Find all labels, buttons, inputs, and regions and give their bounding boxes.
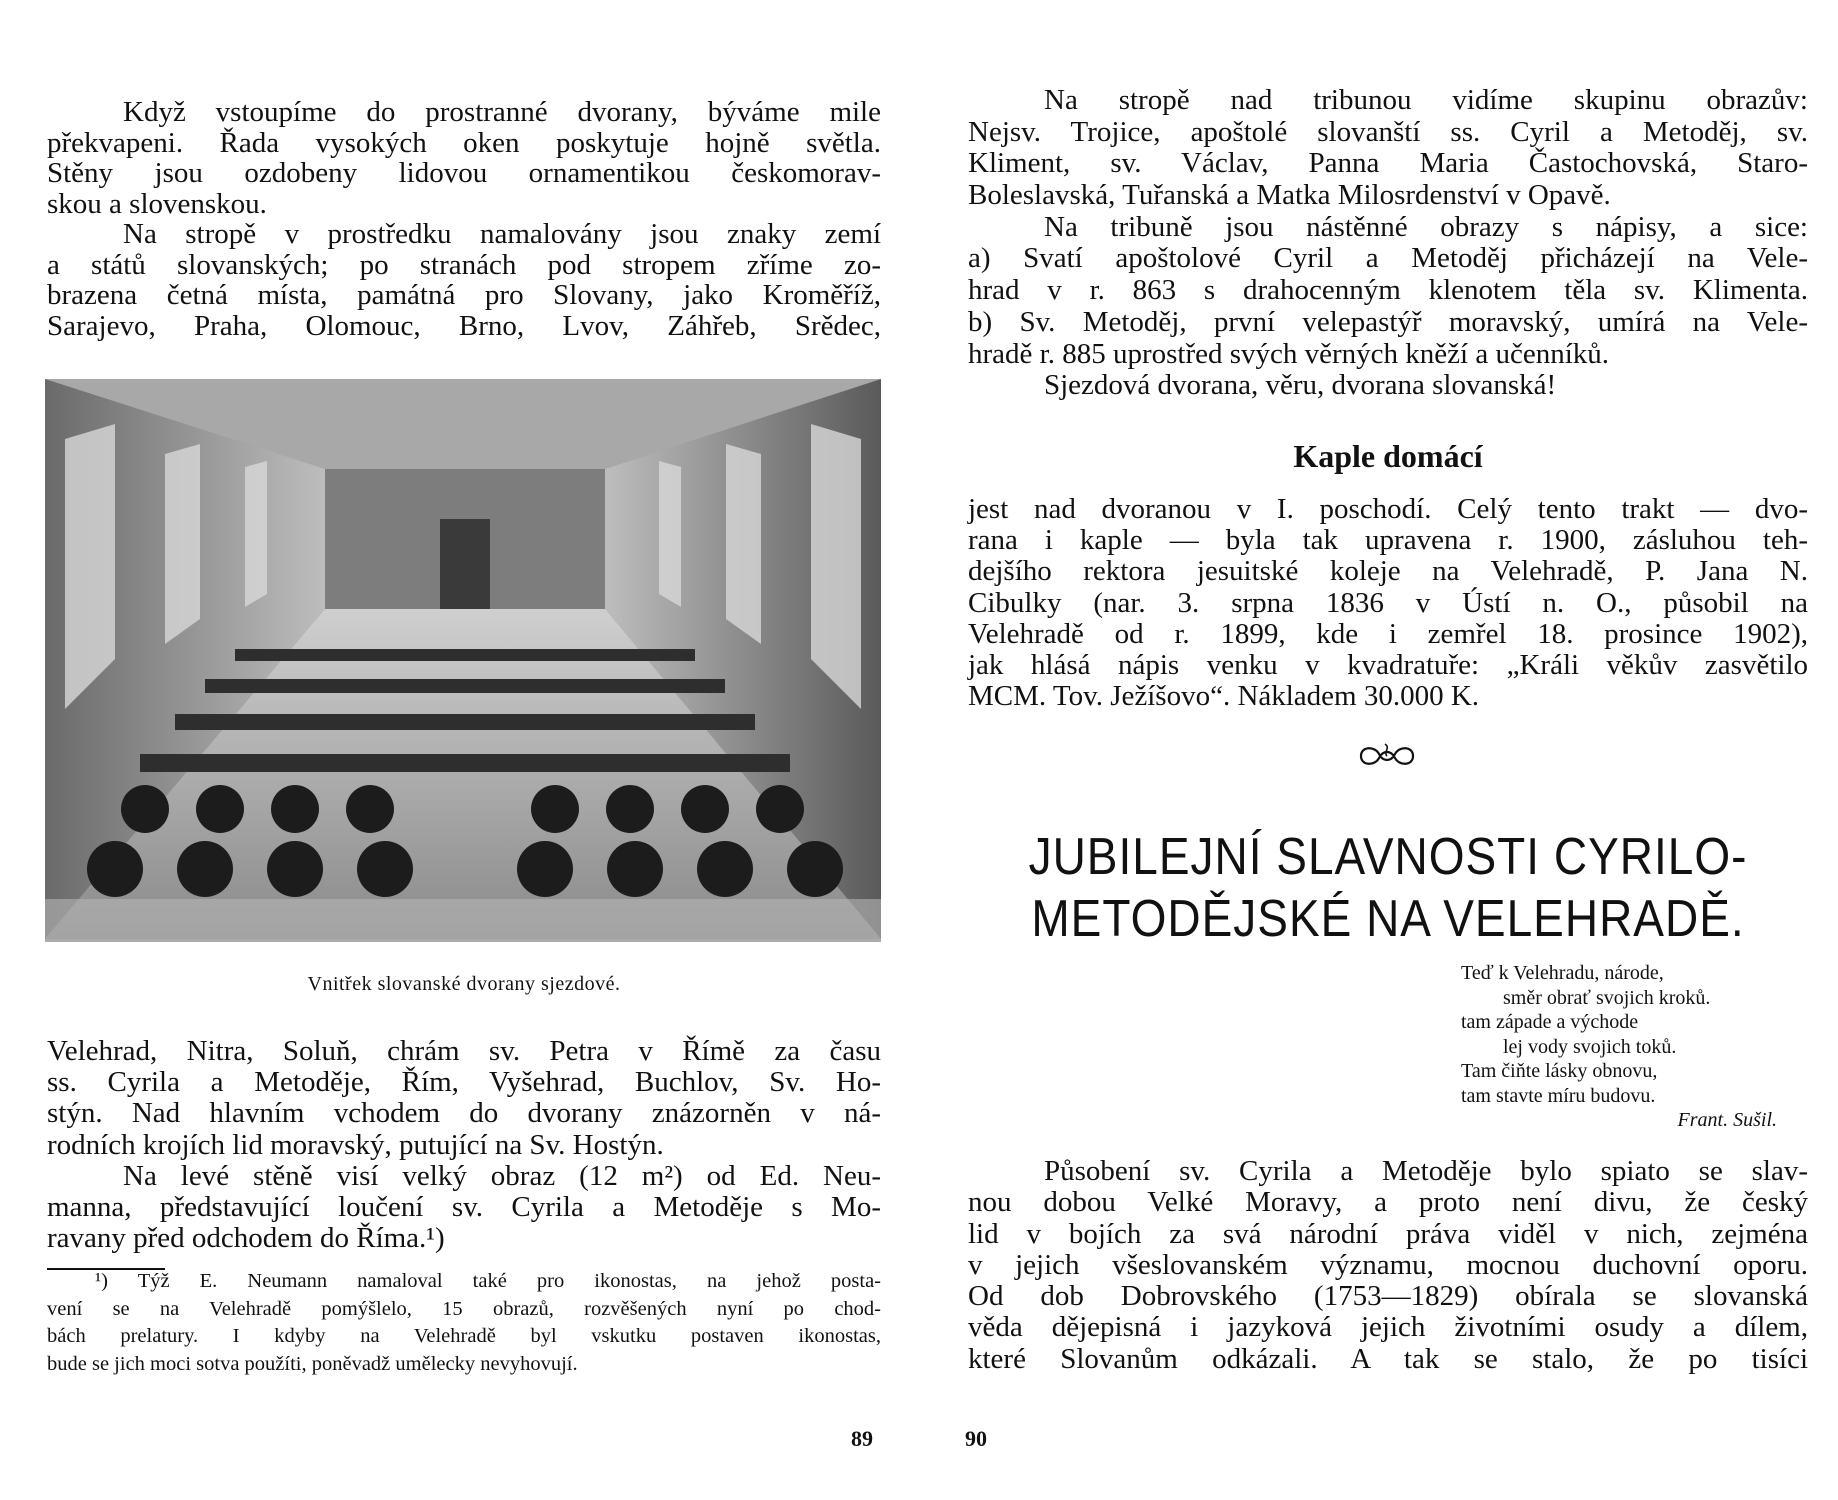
text-line: dejšího rektora jesuitské koleje na Velehradě, P. Jana N. (968, 555, 1808, 588)
text-line: brazena četná místa, památná pro Slovany, jako Kroměříž, (47, 279, 881, 311)
text-line: manna, představující loučení sv. Cyrila a Metoděje s Mo- (47, 1190, 881, 1223)
figure-caption: Vnitřek slovanské dvorany sjezdové. (307, 973, 621, 995)
text-line: Na stropě v prostředku namalovány jsou znaky zemí (123, 218, 881, 250)
text-line: Od dob Dobrovského (1753—1829) obírala se slovanská (968, 1280, 1808, 1313)
text-line: Kliment, sv. Václav, Panna Maria Častochovská, Staro- (968, 147, 1808, 180)
text-line: věda dějepisná i jazyková jejich životními osudy a dílem, (968, 1311, 1808, 1344)
chapter-title (968, 826, 1808, 949)
text-line: Velehradě od r. 1899, kde i zemřel 18. prosince 1902), (968, 617, 1808, 650)
text-line: Sarajevo, Praha, Olomouc, Brno, Lvov, Záhřeb, Srědec, (47, 309, 881, 342)
text-line: Působení sv. Cyrila a Metoděje bylo spiato se slav- (1044, 1155, 1808, 1187)
text-line: a) Svatí apoštolové Cyril a Metoděj přicházejí na Vele- (968, 242, 1808, 275)
poem-line: lej vody svojich toků. (1503, 1035, 1677, 1058)
text-line: hrad v r. 863 s drahocenným klenotem těla sv. Klimenta. (968, 274, 1808, 307)
text-line: jak hlásá nápis venku v kvadratuře: „Králi věkův zasvětilo (968, 648, 1808, 681)
text-line: bách prelatury. I kdyby na Velehradě byl vskutku postaven ikonostas, (47, 1325, 881, 1347)
text-line: ss. Cyrila a Metoděje, Řím, Vyšehrad, Buchlov, Sv. Ho- (47, 1066, 881, 1099)
right-page-top-text (968, 85, 1808, 402)
text-line: Nejsv. Trojice, apoštolé slovanští ss. Cyril a Metoděj, sv. (968, 115, 1808, 148)
left-page-top-text (47, 97, 881, 341)
text-line: jest nad dvoranou v I. poschodí. Celý tento trakt — dvo- (968, 493, 1808, 525)
poem-line: tam stavte míru budovu. (1461, 1084, 1656, 1107)
text-line: v jejich všeslovanském významu, mocnou duchovní oporu. (968, 1248, 1808, 1281)
text-line: b) Sv. Metoděj, první velepastýř moravský, umírá na Vele- (968, 305, 1808, 338)
left-page-bottom-text (47, 1036, 881, 1254)
text-line: rodních krojích lid moravský, putující na Sv. Hostýn. (47, 1128, 664, 1161)
text-line: skou a slovenskou. (47, 187, 267, 220)
right-page-bottom-text (968, 1156, 1808, 1375)
footnote (47, 1268, 881, 1378)
text-line: Na levé stěně visí velký obraz (12 m²) od Ed. Neu- (123, 1159, 881, 1192)
text-line: nou dobou Velké Moravy, a proto není divu, že český (968, 1186, 1808, 1219)
section-text (968, 494, 1808, 712)
text-line: bude se jich moci sotva použíti, poněvadž umělecky nevyhovují. (47, 1352, 578, 1375)
text-line: lid v bojích za svá národní práva viděl v nich, zejména (968, 1217, 1808, 1250)
text-line: stýn. Nad hlavním vchodem do dvorany znázorněn v ná- (47, 1097, 881, 1130)
text-line: které Slovanům odkázali. A tak se stalo, že po tisíci (968, 1342, 1808, 1375)
poem-line: Tam čiňte lásky obnovu, (1461, 1060, 1658, 1082)
ornament-flourish-icon (1357, 742, 1417, 770)
text-line: ¹) Týž E. Neumann namaloval také pro ikonostas, na jehož posta- (95, 1270, 881, 1292)
text-line: Cibulky (nar. 3. srpna 1836 v Ústí n. O., působil na (968, 586, 1808, 619)
hall-interior-photo (45, 379, 881, 942)
text-line: Boleslavská, Tuřanská a Matka Milosrdenství v Opavě. (968, 179, 1611, 212)
poem-line: směr obrať svojich kroků. (1503, 986, 1711, 1009)
page-number-left: 89 (851, 1426, 873, 1451)
page-number-right: 90 (965, 1426, 987, 1451)
section-heading: Kaple domácí (1293, 438, 1483, 474)
text-line: MCM. Tov. Ježíšovo“. Nákladem 30.000 K. (968, 680, 1480, 713)
text-line: Když vstoupíme do prostranné dvorany, býváme mile (123, 96, 881, 128)
poem-epigraph (1461, 961, 1808, 1133)
text-line: Sjezdová dvorana, věru, dvorana slovanská! (1044, 369, 1557, 402)
text-line: Na stropě nad tribunou vidíme skupinu obrazův: (1044, 84, 1808, 116)
text-line: a států slovanských; po stranách pod stropem zříme zo- (47, 248, 881, 281)
text-line: Velehrad, Nitra, Soluň, chrám sv. Petra v Římě za času (47, 1035, 881, 1067)
text-line: překvapeni. Řada vysokých oken poskytuje hojně světla. (47, 126, 881, 159)
text-line: Stěny jsou ozdobeny lidovou ornamentikou českomorav- (47, 157, 881, 189)
chapter-title-line: JUBILEJNÍ SLAVNOSTI CYRILO- (1028, 827, 1748, 886)
text-line: rana i kaple — byla tak upravena r. 1900, zásluhou teh- (968, 524, 1808, 557)
text-line: vení se na Velehradě pomýšlelo, 15 obrazů, rozvěšených nyní po chod- (47, 1297, 881, 1320)
chapter-title-line: METODĚJSKÉ NA VELEHRADĚ. (1031, 888, 1745, 947)
text-line: hradě r. 885 uprostřed svých věrných kněží a učenníků. (968, 337, 1610, 370)
text-line: ravany před odchodem do Říma.¹) (47, 1222, 445, 1255)
poem-line: tam západe a východe (1461, 1011, 1639, 1033)
text-line: Na tribuně jsou nástěnné obrazy s nápisy, a sice: (1044, 210, 1808, 243)
poem-author: Frant. Sušil. (1677, 1109, 1777, 1131)
poem-line: Teď k Velehradu, národe, (1461, 962, 1664, 984)
